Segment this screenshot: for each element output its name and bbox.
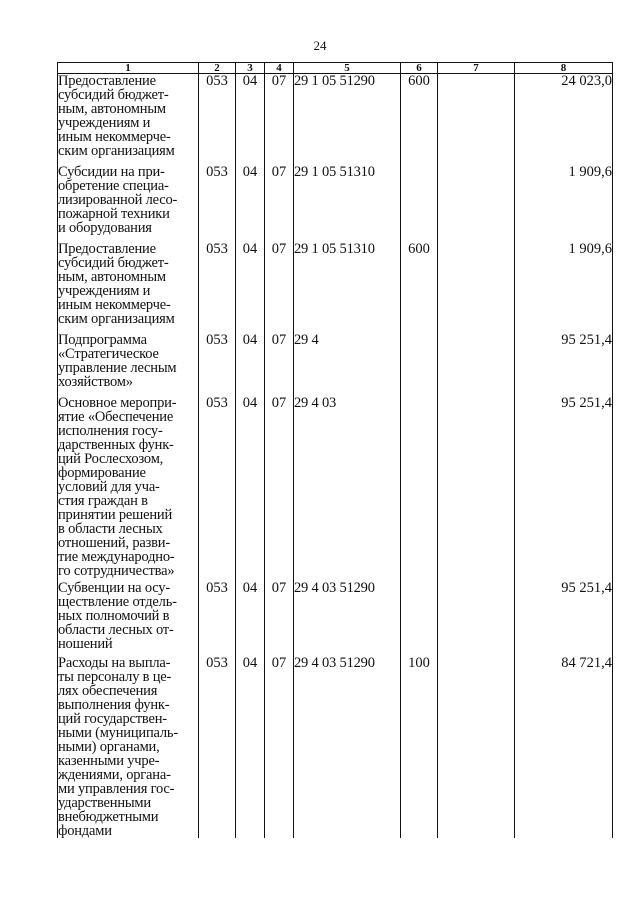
column-6-cell: 600 — [401, 242, 438, 333]
row-name-line: обретение специа- — [58, 177, 169, 194]
amount-cell: 95 251,4 — [515, 333, 613, 396]
row-name-line: внебюджетными — [58, 808, 159, 825]
column-7-cell — [438, 656, 515, 838]
column-2-cell: 053 — [199, 74, 236, 165]
row-name-line: исполнения госу- — [58, 422, 163, 439]
row-name-cell — [58, 396, 199, 581]
column-2-cell: 053 — [199, 396, 236, 581]
row-name-line: ных полномочий в — [58, 607, 170, 624]
row-name-line: ным, автономным — [58, 101, 166, 117]
column-header: 7 — [438, 63, 515, 74]
column-6-cell — [401, 581, 438, 656]
row-name-line: го сотрудничества» — [58, 562, 175, 579]
column-6-cell: 600 — [401, 74, 438, 165]
row-name-line: Субвенции на осу- — [58, 579, 170, 596]
row-name-line: ществление отдель- — [58, 593, 177, 610]
column-4-cell: 07 — [265, 581, 294, 656]
row-name-line: ским организациям — [58, 310, 175, 327]
column-header: 6 — [401, 63, 438, 74]
row-name-line: условий для уча- — [58, 478, 160, 495]
row-name-line: пожарной техники — [58, 205, 170, 222]
column-5-cell: 29 1 05 51310 — [294, 242, 401, 333]
column-header: 8 — [515, 63, 613, 74]
column-5-cell: 29 1 05 51290 — [294, 74, 401, 165]
row-name-line: лизированной лесо- — [58, 191, 178, 208]
column-7-cell — [438, 242, 515, 333]
column-2-cell: 053 — [199, 333, 236, 396]
table-row — [58, 396, 613, 581]
row-name-line: «Стратегическое — [58, 345, 159, 362]
table-row — [58, 74, 613, 165]
column-6-cell — [401, 333, 438, 396]
column-3-cell: 04 — [236, 581, 265, 656]
row-name-line: ций Рослесхозом, — [58, 450, 164, 467]
page-number: 24 — [313, 38, 327, 53]
row-name-line: в области лесных — [58, 520, 163, 537]
column-header: 2 — [199, 63, 236, 74]
column-3-cell: 04 — [236, 333, 265, 396]
table-row — [58, 242, 613, 333]
table-row — [58, 656, 613, 838]
row-name-line: выполнения функ- — [58, 696, 170, 713]
row-name-line: дарственных функ- — [58, 436, 174, 453]
row-name-line: хозяйством» — [58, 373, 133, 390]
table-row — [58, 581, 613, 656]
row-name-cell — [58, 165, 199, 242]
row-name-line: ными) органами, — [58, 738, 160, 755]
column-2-cell: 053 — [199, 165, 236, 242]
row-name-line: отношений, разви- — [58, 534, 170, 551]
column-7-cell — [438, 165, 515, 242]
row-name-line: казенными учре- — [58, 752, 160, 769]
column-4-cell: 07 — [265, 74, 294, 165]
row-name-cell — [58, 581, 199, 656]
table-header-row — [58, 63, 613, 74]
column-5-cell: 29 4 03 51290 — [294, 656, 401, 838]
column-2-cell: 053 — [199, 656, 236, 838]
column-3-cell: 04 — [236, 74, 265, 165]
row-name-line: лях обеспечения — [58, 682, 158, 699]
column-6-cell — [401, 396, 438, 581]
row-name-line: ным, автономным — [58, 268, 166, 285]
budget-table — [57, 62, 613, 838]
column-7-cell — [438, 581, 515, 656]
column-header: 5 — [294, 63, 401, 74]
row-name-line: ными (муниципаль- — [58, 724, 178, 741]
table-body — [58, 74, 613, 838]
amount-cell: 95 251,4 — [515, 396, 613, 581]
column-6-cell — [401, 165, 438, 242]
column-3-cell: 04 — [236, 165, 265, 242]
row-name-line: формирование — [58, 464, 146, 481]
column-header: 4 — [265, 63, 294, 74]
row-name-line: ношений — [58, 635, 113, 652]
column-4-cell: 07 — [265, 333, 294, 396]
row-name-line: Предоставление — [58, 240, 156, 257]
row-name-line: Расходы на выпла- — [58, 654, 171, 671]
row-name-line: принятии решений — [58, 506, 173, 523]
row-name-line: Предоставление — [58, 73, 156, 89]
row-name-line: Основное меропри- — [58, 394, 177, 411]
column-6-cell: 100 — [401, 656, 438, 838]
column-2-cell: 053 — [199, 242, 236, 333]
column-7-cell — [438, 74, 515, 165]
amount-cell: 1 909,6 — [515, 165, 613, 242]
column-7-cell — [438, 396, 515, 581]
amount-cell: 1 909,6 — [515, 242, 613, 333]
column-3-cell: 04 — [236, 656, 265, 838]
column-3-cell: 04 — [236, 396, 265, 581]
row-name-line: фондами — [58, 822, 112, 839]
column-3-cell: 04 — [236, 242, 265, 333]
column-5-cell: 29 4 03 — [294, 396, 401, 581]
row-name-line: стия граждан в — [58, 492, 148, 509]
row-name-line: ты персоналу в це- — [58, 668, 172, 685]
row-name-line: ций государствен- — [58, 710, 167, 727]
row-name-line: области лесных от- — [58, 621, 174, 638]
row-name-line: учреждениям и — [58, 282, 151, 299]
row-name-line: Субсидии на при- — [58, 163, 165, 180]
row-name-line: ударственными — [58, 794, 151, 811]
column-4-cell: 07 — [265, 165, 294, 242]
column-5-cell: 29 1 05 51310 — [294, 165, 401, 242]
column-header: 1 — [58, 63, 199, 74]
row-name-line: учреждениям и — [58, 115, 151, 131]
amount-cell: 95 251,4 — [515, 581, 613, 656]
row-name-cell — [58, 74, 199, 165]
column-7-cell — [438, 333, 515, 396]
column-5-cell: 29 4 — [294, 333, 401, 396]
column-2-cell: 053 — [199, 581, 236, 656]
column-4-cell: 07 — [265, 242, 294, 333]
row-name-line: ятие «Обеспечение — [58, 408, 174, 425]
row-name-line: субсидий бюджет- — [58, 254, 169, 271]
column-4-cell: 07 — [265, 656, 294, 838]
row-name-cell — [58, 333, 199, 396]
row-name-line: Подпрограмма — [58, 331, 147, 348]
amount-cell: 84 721,4 — [515, 656, 613, 838]
row-name-cell — [58, 242, 199, 333]
row-name-cell — [58, 656, 199, 838]
row-name-line: тие международно- — [58, 548, 175, 565]
column-5-cell: 29 4 03 51290 — [294, 581, 401, 656]
amount-cell: 24 023,0 — [515, 74, 613, 165]
row-name-line: ждениями, органа- — [58, 766, 171, 783]
row-name-line: иным некоммерче- — [58, 296, 171, 313]
row-name-line: ми управления гос- — [58, 780, 175, 797]
row-name-line: субсидий бюджет- — [58, 87, 169, 103]
row-name-line: ским организациям — [58, 143, 175, 159]
row-name-line: иным некоммерче- — [58, 129, 171, 145]
column-4-cell: 07 — [265, 396, 294, 581]
table-row — [58, 333, 613, 396]
table-row — [58, 165, 613, 242]
row-name-line: управление лесным — [58, 359, 177, 376]
column-header: 3 — [236, 63, 265, 74]
row-name-line: и оборудования — [58, 219, 152, 236]
